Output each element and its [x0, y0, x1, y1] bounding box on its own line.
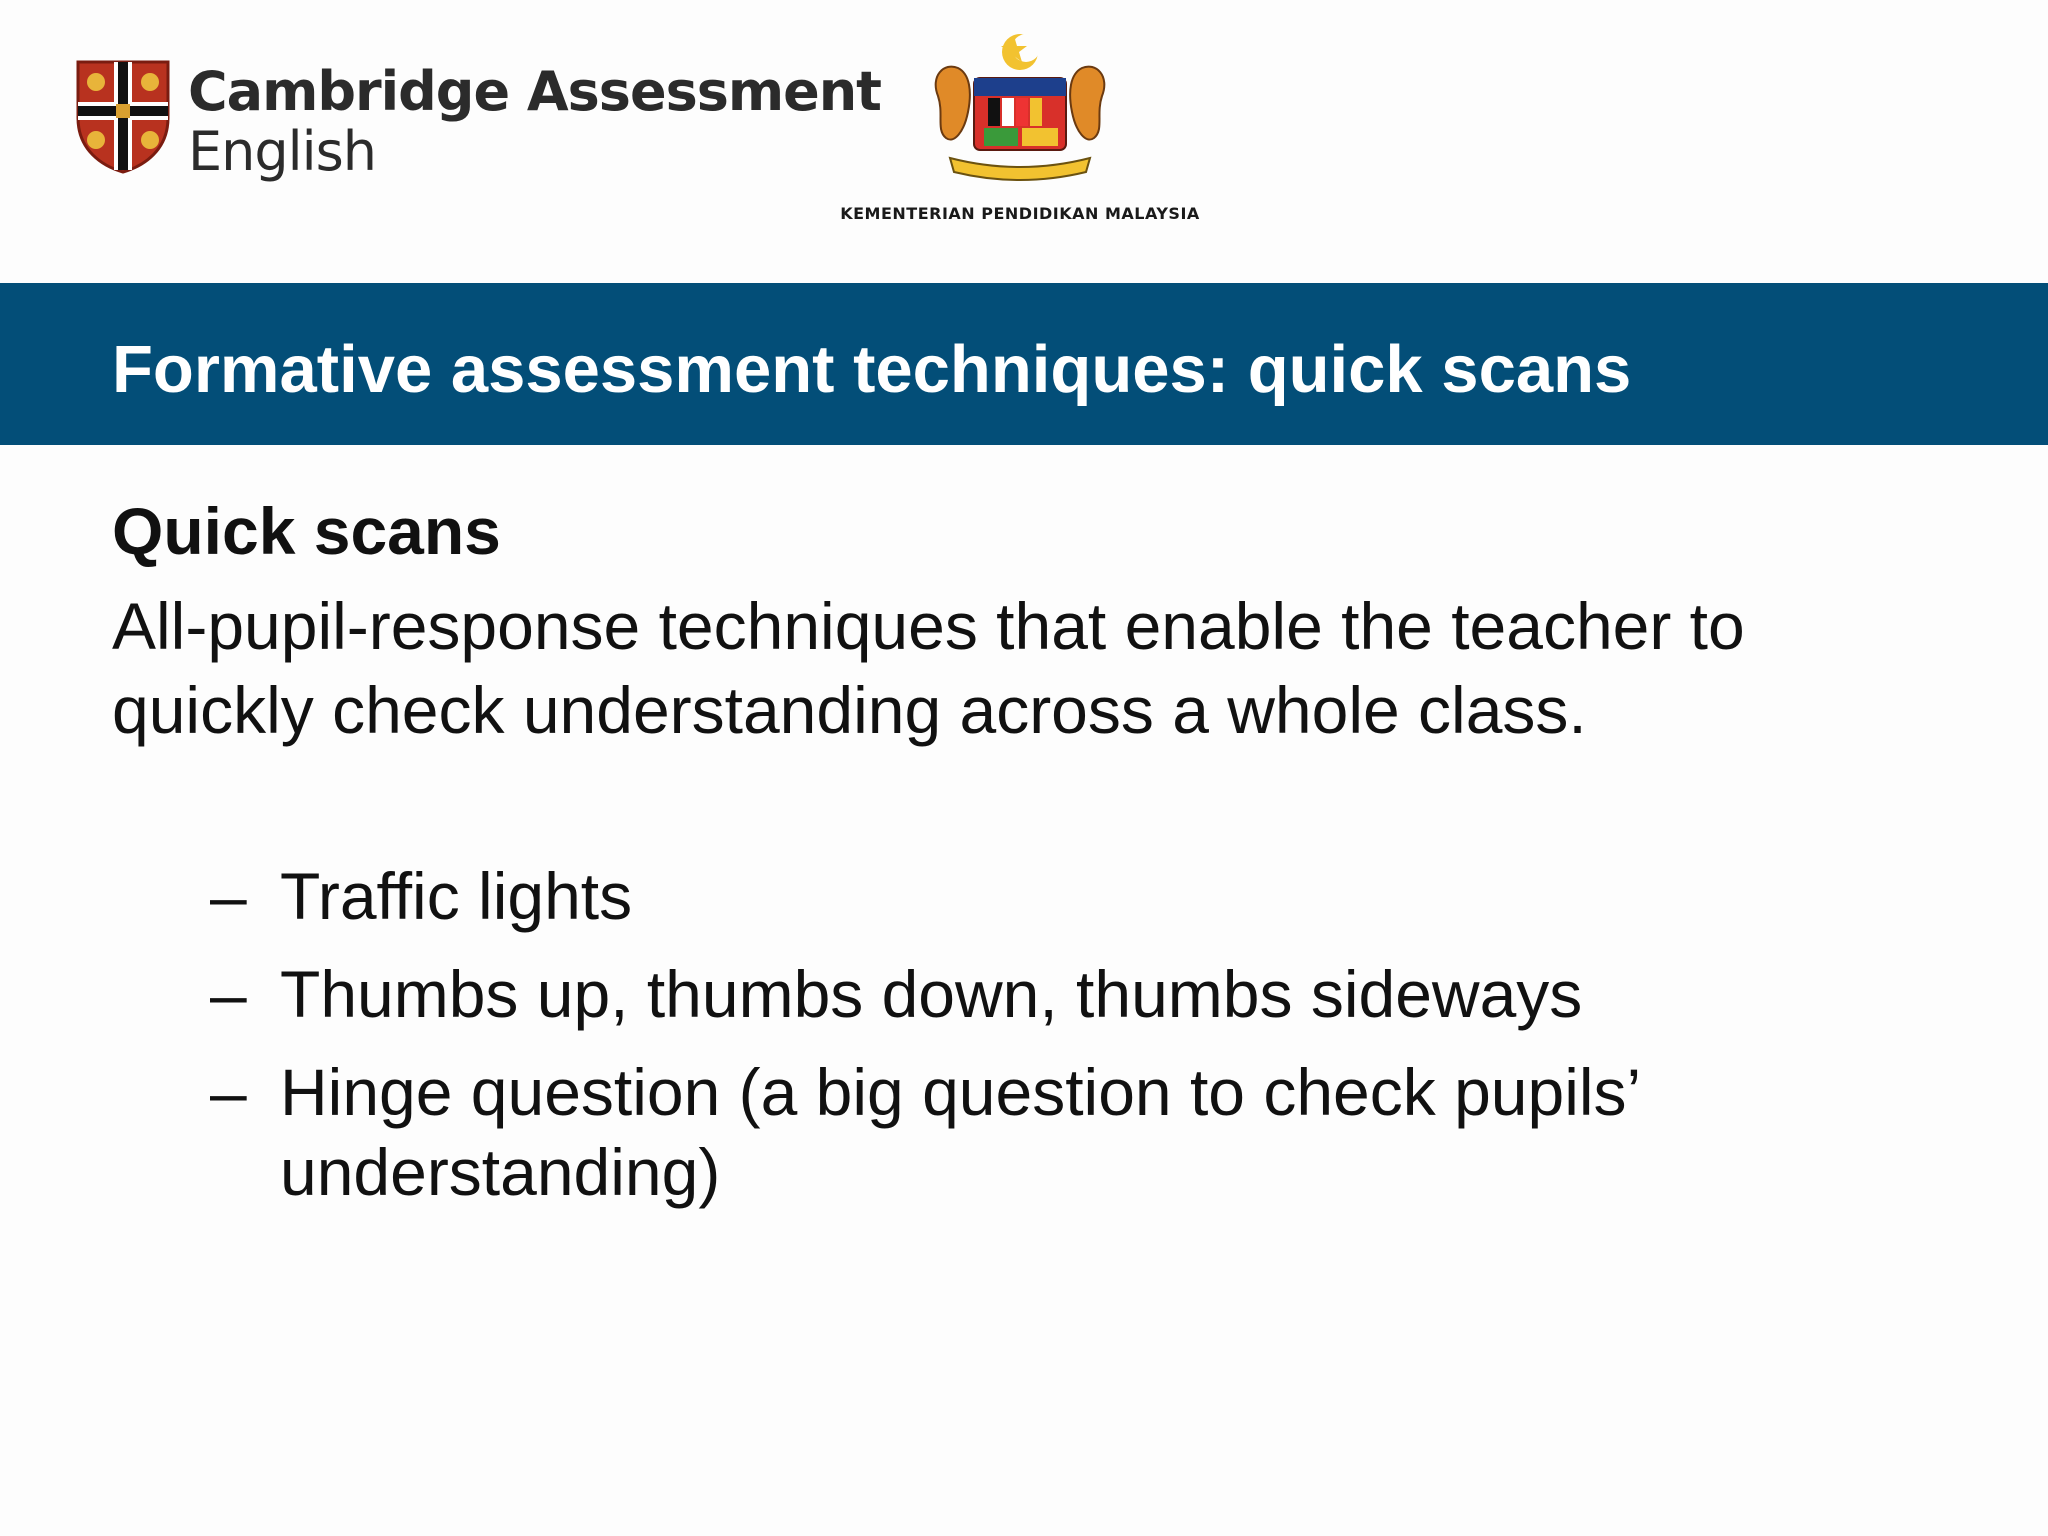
bullet-text: Hinge question (a big question to check pupils’ understanding) [280, 1055, 1639, 1209]
bullet-item [210, 1052, 1820, 1212]
cambridge-assessment-logo [74, 58, 881, 183]
description: All-pupil-response techniques that enable the teacher to quickly check understanding across a whole class. [112, 589, 1745, 747]
slide-title: Formative assessment techniques: quick scans [112, 332, 1632, 407]
malaysia-coat-of-arms-icon [910, 26, 1130, 186]
bullet-text: Traffic lights [280, 859, 633, 933]
title-band [0, 283, 2048, 445]
cambridge-logo-line2: English [188, 120, 376, 184]
subheading: Quick scans [112, 494, 501, 568]
slide-content [112, 490, 1972, 1230]
bullet-list [112, 856, 1972, 1212]
kpm-caption: KEMENTERIAN PENDIDIKAN MALAYSIA [840, 204, 1200, 223]
bullet-marker: – [210, 859, 247, 933]
cambridge-logo-line1: Cambridge Assessment [188, 60, 881, 123]
cambridge-shield-icon [74, 58, 172, 174]
bullet-item [210, 954, 1820, 1034]
bullet-item [210, 856, 1820, 936]
kpm-logo [840, 26, 1200, 223]
bullet-marker: – [210, 957, 247, 1031]
bullet-marker: – [210, 1055, 247, 1129]
bullet-text: Thumbs up, thumbs down, thumbs sideways [280, 957, 1583, 1031]
